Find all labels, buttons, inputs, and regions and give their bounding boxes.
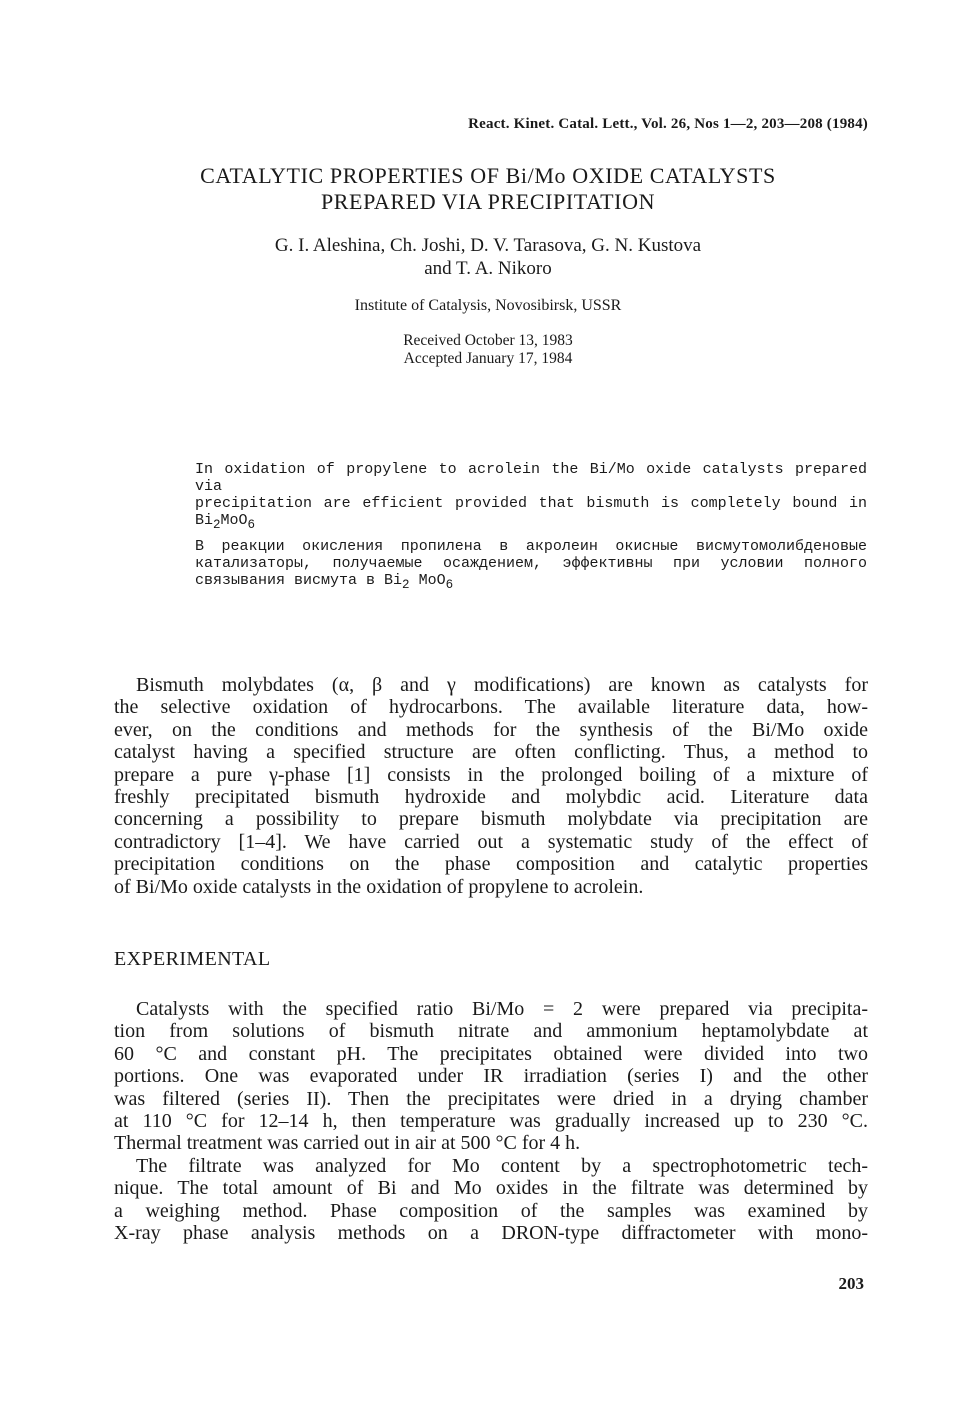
body-line: nique. The total amount of Bi and Mo oxides in the filtrate was determined by	[114, 1177, 868, 1200]
title-line-1: CATALYTIC PROPERTIES OF Bi/Mo OXIDE CATALYSTS	[200, 163, 776, 188]
body-line: 60 °C and constant pH. The precipitates obtained were divided into two	[114, 1042, 868, 1065]
abstract-en-line: In oxidation of propylene to acrolein the Bi/Mo oxide catalysts prepared via	[195, 461, 867, 495]
formula-text: MoO	[409, 572, 446, 589]
submission-dates	[0, 332, 976, 368]
body-line: portions. One was evaporated under IR irradiation (series I) and the other	[114, 1065, 868, 1088]
experimental-section	[114, 998, 868, 1244]
body-line: catalyst having a specified structure are often conflicting. Thus, a method to	[114, 741, 868, 764]
authors-line-2: and T. A. Nikoro	[424, 258, 552, 279]
abstract-ru-line: катализаторы, получаемые осаждением, эффективны при условии полного	[195, 555, 867, 572]
accepted-date: Accepted January 17, 1984	[403, 350, 573, 367]
title-line-2: PREPARED VIA PRECIPITATION	[320, 189, 656, 214]
body-line: a weighing method. Phase composition of the samples was examined by	[114, 1199, 868, 1222]
formula-text: MoO	[220, 512, 248, 529]
body-line: the selective oxidation of hydrocarbons. The available literature data, how-	[114, 696, 868, 719]
body-line: ever, on the conditions and methods for the synthesis of the Bi/Mo oxide	[114, 718, 868, 741]
page-number: 203	[838, 1274, 864, 1293]
body-line: tion from solutions of bismuth nitrate and ammonium heptamolybdate at	[114, 1020, 868, 1043]
journal-citation: React. Kinet. Catal. Lett., Vol. 26, Nos 1—2, 203—208 (1984)	[468, 116, 868, 132]
subscript: 2	[402, 578, 410, 592]
body-line: contradictory [1–4]. We have carried out a systematic study of the effect of	[114, 830, 868, 853]
body-line: prepare a pure γ-phase [1] consists in the prolonged boiling of a mixture of	[114, 763, 868, 786]
abstract-en-text: precipitation are efficient provided that bismuth is completely bound in Bi	[195, 495, 867, 529]
introduction-paragraph	[114, 674, 868, 898]
subscript: 6	[445, 578, 454, 592]
abstract-russian	[195, 538, 867, 594]
paper-title	[0, 163, 976, 215]
author-list	[0, 234, 976, 280]
abstract-en-line	[195, 495, 867, 534]
abstract-ru-text: связывания висмута в Bi	[195, 572, 403, 589]
body-line: was filtered (series II). Then the precipitates were dried in a drying chamber	[114, 1087, 868, 1110]
body-line: Bismuth molybdates (α, β and γ modifications) are known as catalysts for	[136, 674, 868, 696]
abstract-english	[195, 461, 867, 534]
body-line: The filtrate was analyzed for Mo content by a spectrophotometric tech-	[136, 1154, 868, 1177]
body-line: Catalysts with the specified ratio Bi/Mo = 2 were prepared via precipita-	[136, 998, 868, 1020]
body-line: Thermal treatment was carried out in air at 500 °C for 4 h.	[114, 1132, 581, 1155]
subscript: 6	[247, 518, 256, 532]
affiliation: Institute of Catalysis, Novosibirsk, USSR	[354, 297, 622, 314]
body-line: freshly precipitated bismuth hydroxide and molybdic acid. Literature data	[114, 786, 868, 809]
abstract-ru-line: В реакции окисления пропилена в акролеин окисные висмутомолибденовые	[195, 538, 867, 555]
received-date: Received October 13, 1983	[403, 332, 573, 349]
subscript: 2	[213, 518, 221, 532]
authors-line-1: G. I. Aleshina, Ch. Joshi, D. V. Tarasova, G. N. Kustova	[274, 235, 702, 256]
body-line: X-ray phase analysis methods on a DRON-type diffractometer with mono-	[114, 1222, 868, 1245]
abstract-ru-line	[195, 572, 867, 594]
body-line: precipitation conditions on the phase composition and catalytic properties	[114, 853, 868, 876]
body-line: of Bi/Mo oxide catalysts in the oxidation of propylene to acrolein.	[114, 875, 644, 898]
section-heading-experimental: EXPERIMENTAL	[114, 948, 271, 970]
body-line: concerning a possibility to prepare bismuth molybdate via precipitation are	[114, 808, 868, 831]
body-line: at 110 °C for 12–14 h, then temperature was gradually increased up to 230 °C.	[114, 1110, 868, 1133]
